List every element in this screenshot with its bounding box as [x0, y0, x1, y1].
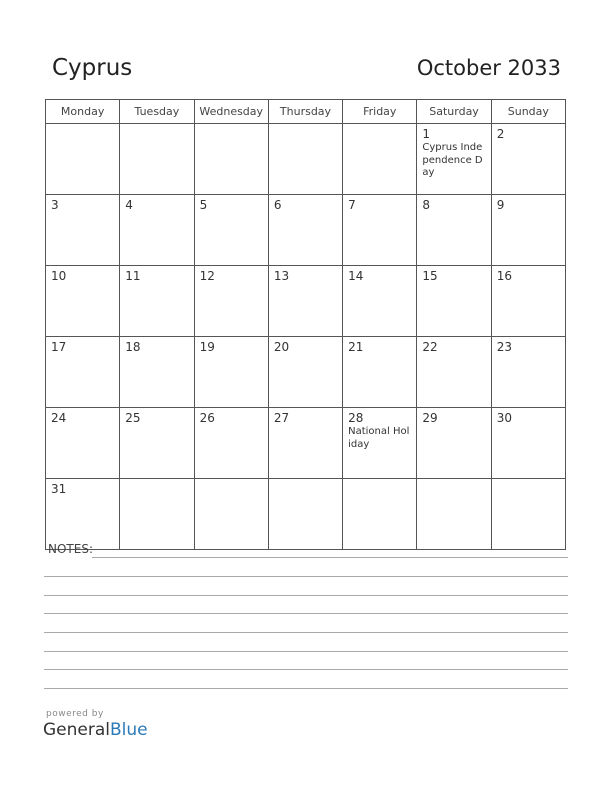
day-cell [491, 266, 565, 337]
day-number: 16 [496, 269, 512, 283]
day-cell [268, 266, 342, 337]
day-cell [417, 479, 491, 550]
day-number: 21 [348, 340, 364, 354]
week-row [46, 195, 566, 266]
day-cell [343, 408, 417, 479]
day-cell [417, 195, 491, 266]
day-number: 20 [273, 340, 290, 354]
day-cell [268, 124, 342, 195]
notes-line [44, 595, 568, 596]
day-cell [194, 479, 268, 550]
day-number: 26 [199, 411, 215, 425]
day-cell [46, 195, 120, 266]
day-number: 30 [496, 411, 512, 425]
day-cell [194, 337, 268, 408]
day-cell [194, 195, 268, 266]
logo-general-text: General [43, 720, 110, 740]
day-number: 3 [51, 198, 59, 212]
week-row [46, 124, 566, 195]
day-cell [343, 124, 417, 195]
day-cell [120, 124, 194, 195]
day-cell [491, 408, 565, 479]
day-number: 7 [348, 198, 356, 212]
day-number: 11 [125, 269, 141, 283]
day-cell [120, 408, 194, 479]
holiday-label: National Holiday [348, 426, 410, 450]
logo-blue-text: Blue [110, 720, 148, 740]
day-cell [268, 337, 342, 408]
notes-label: NOTES: [48, 542, 93, 556]
day-cell [194, 124, 268, 195]
notes-line [92, 557, 568, 558]
notes-line [44, 688, 568, 689]
month-year-title: October 2033 [416, 56, 561, 80]
day-number: 19 [199, 340, 215, 354]
day-cell [46, 479, 120, 550]
day-cell [194, 408, 268, 479]
day-cell [120, 337, 194, 408]
day-number: 12 [199, 269, 215, 283]
weekday-thursday: Thursday [268, 100, 342, 124]
day-number: 8 [422, 198, 431, 212]
day-cell [417, 408, 491, 479]
day-number: 24 [51, 411, 67, 425]
day-number: 27 [273, 411, 290, 425]
day-cell [46, 337, 120, 408]
weekday-sunday: Sunday [491, 100, 565, 124]
day-number: 2 [496, 127, 505, 141]
day-number: 18 [125, 340, 141, 354]
day-number: 31 [51, 482, 67, 496]
week-row [46, 479, 566, 550]
day-cell [417, 337, 491, 408]
day-number: 29 [422, 411, 438, 425]
day-cell [343, 195, 417, 266]
day-cell [120, 266, 194, 337]
day-number: 28 [348, 411, 364, 425]
day-cell [46, 266, 120, 337]
weekday-wednesday: Wednesday [194, 100, 268, 124]
day-cell [120, 479, 194, 550]
day-cell [491, 479, 565, 550]
powered-by-text: powered by [46, 709, 104, 719]
weekday-friday: Friday [343, 100, 417, 124]
notes-line [44, 651, 568, 652]
day-cell [417, 124, 491, 195]
calendar-grid [45, 99, 566, 550]
day-cell [268, 408, 342, 479]
week-row [46, 266, 566, 337]
day-number: 1 [422, 127, 431, 141]
country-title: Cyprus [52, 55, 133, 81]
day-cell [417, 266, 491, 337]
day-number: 9 [496, 198, 505, 212]
day-cell [268, 195, 342, 266]
weekday-saturday: Saturday [417, 100, 491, 124]
day-number: 4 [125, 198, 133, 212]
weekday-monday: Monday [46, 100, 120, 124]
day-number: 5 [199, 198, 208, 212]
day-cell [343, 337, 417, 408]
notes-line [44, 576, 568, 577]
day-cell [268, 479, 342, 550]
weekday-tuesday: Tuesday [120, 100, 194, 124]
day-number: 10 [51, 269, 67, 283]
day-number: 25 [125, 411, 141, 425]
day-cell [343, 479, 417, 550]
day-cell [343, 266, 417, 337]
day-cell [46, 124, 120, 195]
day-number: 14 [348, 269, 364, 283]
generalblue-logo[interactable] [43, 720, 148, 740]
weekday-header-row [46, 100, 566, 124]
day-cell [120, 195, 194, 266]
day-cell [194, 266, 268, 337]
day-number: 22 [422, 340, 438, 354]
day-number: 23 [496, 340, 512, 354]
day-cell [491, 337, 565, 408]
day-number: 6 [273, 198, 282, 212]
day-number: 13 [273, 269, 290, 283]
notes-line [44, 669, 568, 670]
week-row [46, 408, 566, 479]
day-cell [46, 408, 120, 479]
holiday-label: Cyprus Independence Day [422, 142, 483, 178]
notes-line [44, 613, 568, 614]
week-row [46, 337, 566, 408]
notes-line [44, 632, 568, 633]
day-number: 17 [51, 340, 67, 354]
day-number: 15 [422, 269, 438, 283]
day-cell [491, 124, 565, 195]
day-cell [491, 195, 565, 266]
